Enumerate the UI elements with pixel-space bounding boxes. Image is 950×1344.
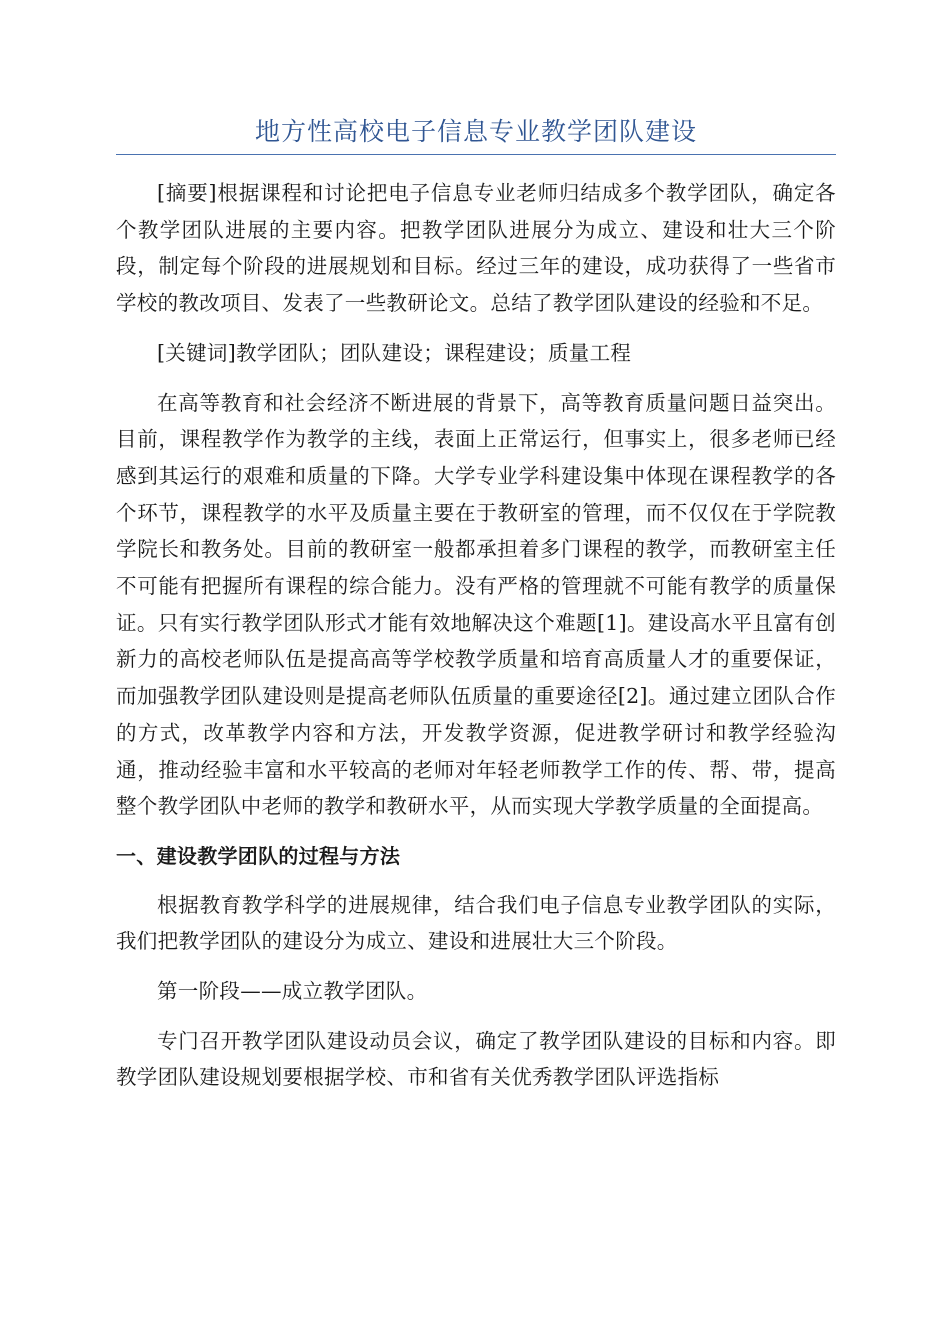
- section-heading: 一、建设教学团队的过程与方法: [116, 843, 401, 868]
- document-title: 地方性高校电子信息专业教学团队建设: [116, 112, 836, 155]
- keywords-paragraph: [关键词]教学团队；团队建设；课程建设；质量工程: [157, 340, 632, 365]
- document-page: [116, 112, 836, 1096]
- stage1-paragraph: 专门召开教学团队建设动员会议，确定了教学团队建设的目标和内容。即教学团队建设规划要根据学校、市和省有关优秀教学团队评选指标: [116, 1028, 836, 1090]
- section1-paragraph: 根据教育教学科学的进展规律，结合我们电子信息专业教学团队的实际，我们把教学团队的建设分为成立、建设和进展壮大三个阶段。: [116, 892, 836, 954]
- abstract-paragraph: [摘要]根据课程和讨论把电子信息专业老师归结成多个教学团队，确定各个教学团队进展的主要内容。把教学团队进展分为成立、建设和壮大三个阶段，制定每个阶段的进展规划和目标。经过三年的建设，成功获得了一些省市学校的教改项目、发表了一些教研论文。总结了教学团队建设的经验和不足。: [116, 181, 836, 316]
- stage1-heading: 第一阶段——成立教学团队。: [157, 979, 428, 1004]
- intro-paragraph: 在高等教育和社会经济不断进展的背景下，高等教育质量问题日益突出。目前，课程教学作为教学的主线，表面上正常运行，但事实上，很多老师已经感到其运行的艰难和质量的下降。大学专业学科建设集中体现在课程教学的各个环节，课程教学的水平及质量主要在于教研室的管理，而不仅仅在于学院教学院长和教务处。目前的教研室一般都承担着多门课程的教学，而教研室主任不可能有把握所有课程的综合能力。没有严格的管理就不可能有教学的质量保证。只有实行教学团队形式才能有效地解决这个难题[1]。建设高水平且富有创新力的高校老师队伍是提高高等学校教学质量和培育高质量人才的重要保证，而加强教学团队建设则是提高老师队伍质量的重要途径[2]。通过建立团队合作的方式，改革教学内容和方法，开发教学资源，促进教学研讨和教学经验沟通，推动经验丰富和水平较高的老师对年轻老师教学工作的传、帮、带，提高整个教学团队中老师的教学和教研水平，从而实现大学教学质量的全面提高。: [116, 390, 836, 819]
- document-body: [116, 175, 836, 1096]
